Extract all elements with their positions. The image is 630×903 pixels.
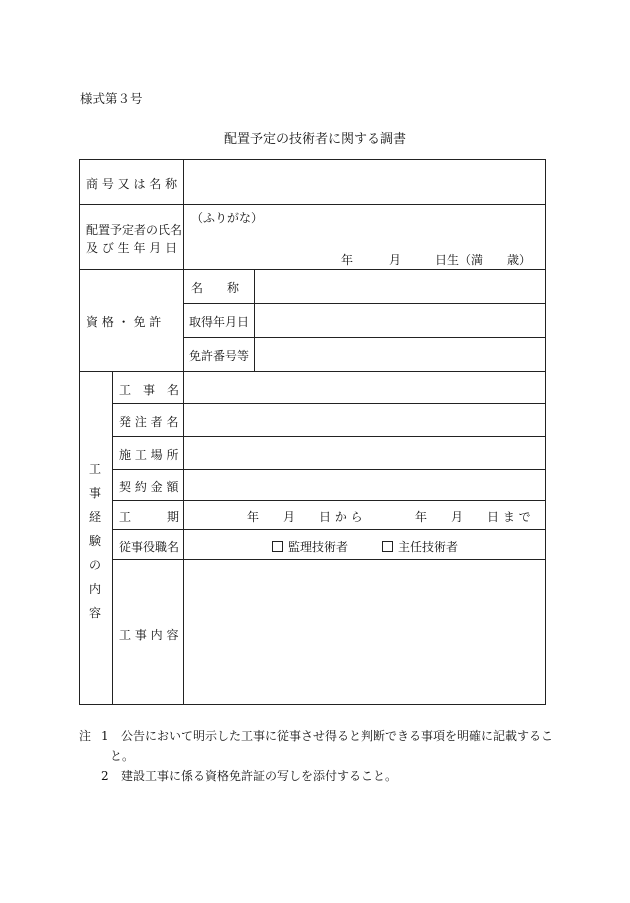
license-number-label: 免許番号等 <box>189 349 250 363</box>
client-label: 発 注 者 名 <box>119 415 179 429</box>
person-label-line1: 配置予定者の氏名 <box>86 223 183 237</box>
document-title: 配置予定の技術者に関する調書 <box>223 132 406 147</box>
license-label: 資 格 ・ 免 許 <box>86 315 162 329</box>
experience-label-char: 験 <box>88 534 101 548</box>
period-start-month-unit: 月 <box>283 510 296 524</box>
site-label: 施 工 場 所 <box>119 448 179 462</box>
checkbox-icon[interactable] <box>382 541 393 552</box>
furigana-label: （ふりがな） <box>191 211 264 225</box>
role-option-label: 主任技術者 <box>398 540 459 554</box>
checkbox-icon[interactable] <box>272 541 283 552</box>
age-unit: 歳） <box>507 253 532 267</box>
note-text: 建設工事に係る資格免許証の写しを添付すること。 <box>121 769 398 783</box>
experience-label-char: 事 <box>88 486 101 500</box>
role-label: 従事役職名 <box>119 540 180 554</box>
trade-name-field[interactable] <box>184 160 545 204</box>
experience-label-char: 内 <box>88 582 101 596</box>
period-label: 工 期 <box>119 510 180 524</box>
content-label: 工 事 内 容 <box>119 628 179 642</box>
note-text: 公告において明示した工事に従事させ得ると判断できる事項を明確に記載するこ <box>121 729 554 743</box>
form-number: 様式第３号 <box>80 91 143 106</box>
experience-label-char: の <box>88 558 101 572</box>
birth-day-unit: 日生（満 <box>435 253 484 267</box>
role-option-label: 監理技術者 <box>288 540 349 554</box>
note-text-continued: と。 <box>110 749 135 763</box>
form-table <box>79 159 546 705</box>
license-name-label: 名 称 <box>191 281 240 295</box>
period-end-day-unit: 日 ま で <box>487 510 531 524</box>
birth-month-unit: 月 <box>389 253 402 267</box>
contract-amount-label: 契 約 金 額 <box>119 480 179 494</box>
period-start-year-unit: 年 <box>247 510 260 524</box>
license-acquired-label: 取得年月日 <box>189 315 250 329</box>
period-start-day-unit: 日 か ら <box>319 510 363 524</box>
experience-label-char: 経 <box>88 510 101 524</box>
period-end-month-unit: 月 <box>451 510 464 524</box>
trade-name-label: 商 号 又 は 名 称 <box>86 177 178 191</box>
experience-label-char: 容 <box>88 606 101 620</box>
notes-prefix: 注 <box>79 729 92 743</box>
experience-label-char: 工 <box>88 462 101 476</box>
note-number: 1 <box>101 729 109 743</box>
project-name-label: 工 事 名 <box>119 383 180 397</box>
role-option-chief[interactable] <box>382 538 458 555</box>
note-number: 2 <box>101 769 109 783</box>
role-option-supervising[interactable] <box>272 538 348 555</box>
period-end-year-unit: 年 <box>415 510 428 524</box>
birth-year-unit: 年 <box>341 253 354 267</box>
person-label-line2: 及 び 生 年 月 日 <box>86 241 178 255</box>
